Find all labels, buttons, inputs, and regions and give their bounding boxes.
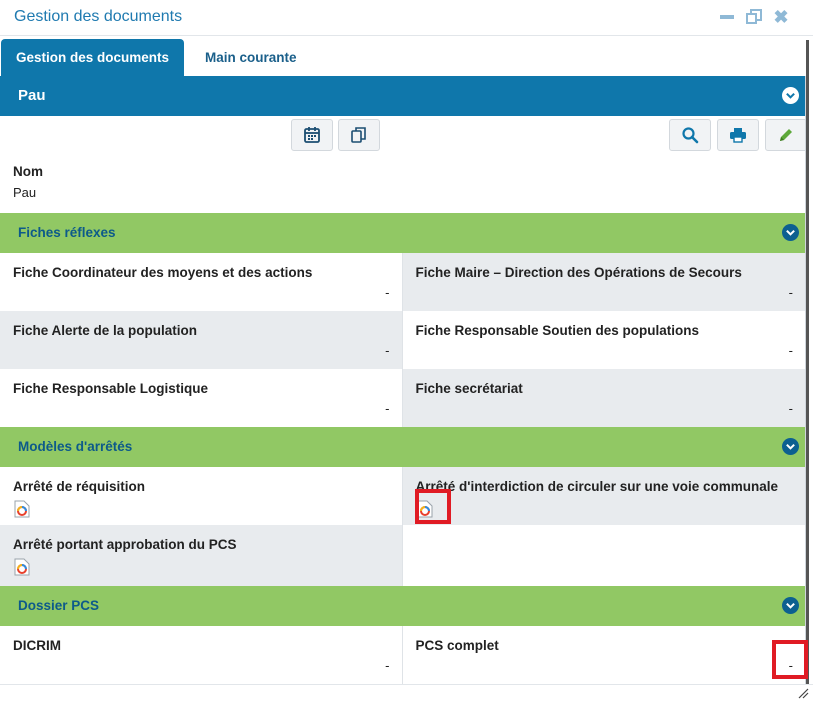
fiche-item	[403, 369, 806, 427]
fiche-item	[403, 253, 806, 311]
document-icon[interactable]	[14, 500, 30, 518]
fiche-item	[0, 253, 403, 311]
chevron-down-icon[interactable]	[782, 597, 799, 614]
section-title: Dossier PCS	[18, 598, 100, 613]
dossier-value: -	[788, 658, 793, 673]
section-modeles-arretes[interactable]	[0, 427, 805, 467]
fiche-label: Fiche Alerte de la population	[13, 323, 198, 338]
print-button[interactable]	[717, 119, 759, 151]
calendar-icon	[303, 126, 321, 144]
fiche-label: Fiche Responsable Logistique	[13, 381, 209, 396]
calendar-button[interactable]	[291, 119, 333, 151]
section-dossier-pcs[interactable]	[0, 586, 805, 626]
fiche-value: -	[788, 343, 793, 358]
fiche-item	[0, 311, 403, 369]
highlight-box	[772, 640, 808, 679]
window-title: Gestion des documents	[14, 8, 183, 25]
fiche-value: -	[788, 401, 793, 416]
nom-field	[0, 160, 805, 213]
section-title: Fiches réflexes	[18, 225, 116, 240]
fiche-label: Fiche Maire – Direction des Opérations de Secours	[415, 265, 742, 280]
scrollbar[interactable]	[806, 40, 809, 684]
toolbar	[0, 116, 805, 160]
copy-button[interactable]	[338, 119, 380, 151]
chevron-down-icon[interactable]	[782, 87, 799, 104]
search-button[interactable]	[669, 119, 711, 151]
dossier-item	[0, 626, 403, 684]
nom-value: Pau	[13, 185, 37, 200]
restore-icon[interactable]	[745, 8, 763, 26]
arrete-label: Arrêté d'interdiction de circuler sur une voie communale	[415, 479, 779, 494]
resize-grip-icon[interactable]	[797, 687, 809, 699]
document-panel	[0, 76, 806, 684]
arrete-label: Arrêté portant approbation du PCS	[13, 537, 237, 552]
fiche-label: Fiche secrétariat	[415, 381, 523, 396]
fiche-item	[0, 369, 403, 427]
dossier-label: PCS complet	[415, 638, 499, 653]
dossier-value: -	[385, 658, 390, 673]
chevron-down-icon[interactable]	[782, 438, 799, 455]
nom-label: Nom	[13, 164, 43, 179]
tab-gestion-documents[interactable]: Gestion des documents	[1, 39, 184, 76]
chevron-down-icon[interactable]	[782, 224, 799, 241]
empty-cell	[403, 525, 806, 586]
dossier-item	[403, 626, 806, 684]
record-title: Pau	[18, 87, 46, 104]
fiche-value: -	[385, 285, 390, 300]
section-fiches-reflexes[interactable]	[0, 213, 805, 253]
window-titlebar	[0, 0, 813, 36]
tab-main-courante[interactable]: Main courante	[205, 50, 297, 65]
tab-bar	[0, 36, 813, 76]
arrete-item	[0, 467, 403, 525]
fiche-value: -	[788, 285, 793, 300]
edit-icon	[777, 126, 795, 144]
record-header[interactable]	[0, 76, 805, 116]
arrete-label: Arrêté de réquisition	[13, 479, 146, 494]
minimize-icon[interactable]	[718, 8, 736, 26]
edit-button[interactable]	[765, 119, 806, 151]
search-icon	[681, 126, 699, 144]
section-title: Modèles d'arrêtés	[18, 439, 133, 454]
fiche-item	[403, 311, 806, 369]
document-icon[interactable]	[14, 558, 30, 576]
fiche-value: -	[385, 401, 390, 416]
dossier-label: DICRIM	[13, 638, 61, 653]
arrete-item	[0, 525, 403, 586]
window-footer	[0, 684, 813, 701]
arrete-item	[403, 467, 806, 525]
fiche-label: Fiche Coordinateur des moyens et des actions	[13, 265, 313, 280]
fiche-value: -	[385, 343, 390, 358]
close-icon[interactable]: ✖	[773, 7, 789, 27]
print-icon	[729, 126, 747, 144]
highlight-box	[415, 489, 451, 524]
fiche-label: Fiche Responsable Soutien des populations	[415, 323, 700, 338]
copy-icon	[350, 126, 368, 144]
